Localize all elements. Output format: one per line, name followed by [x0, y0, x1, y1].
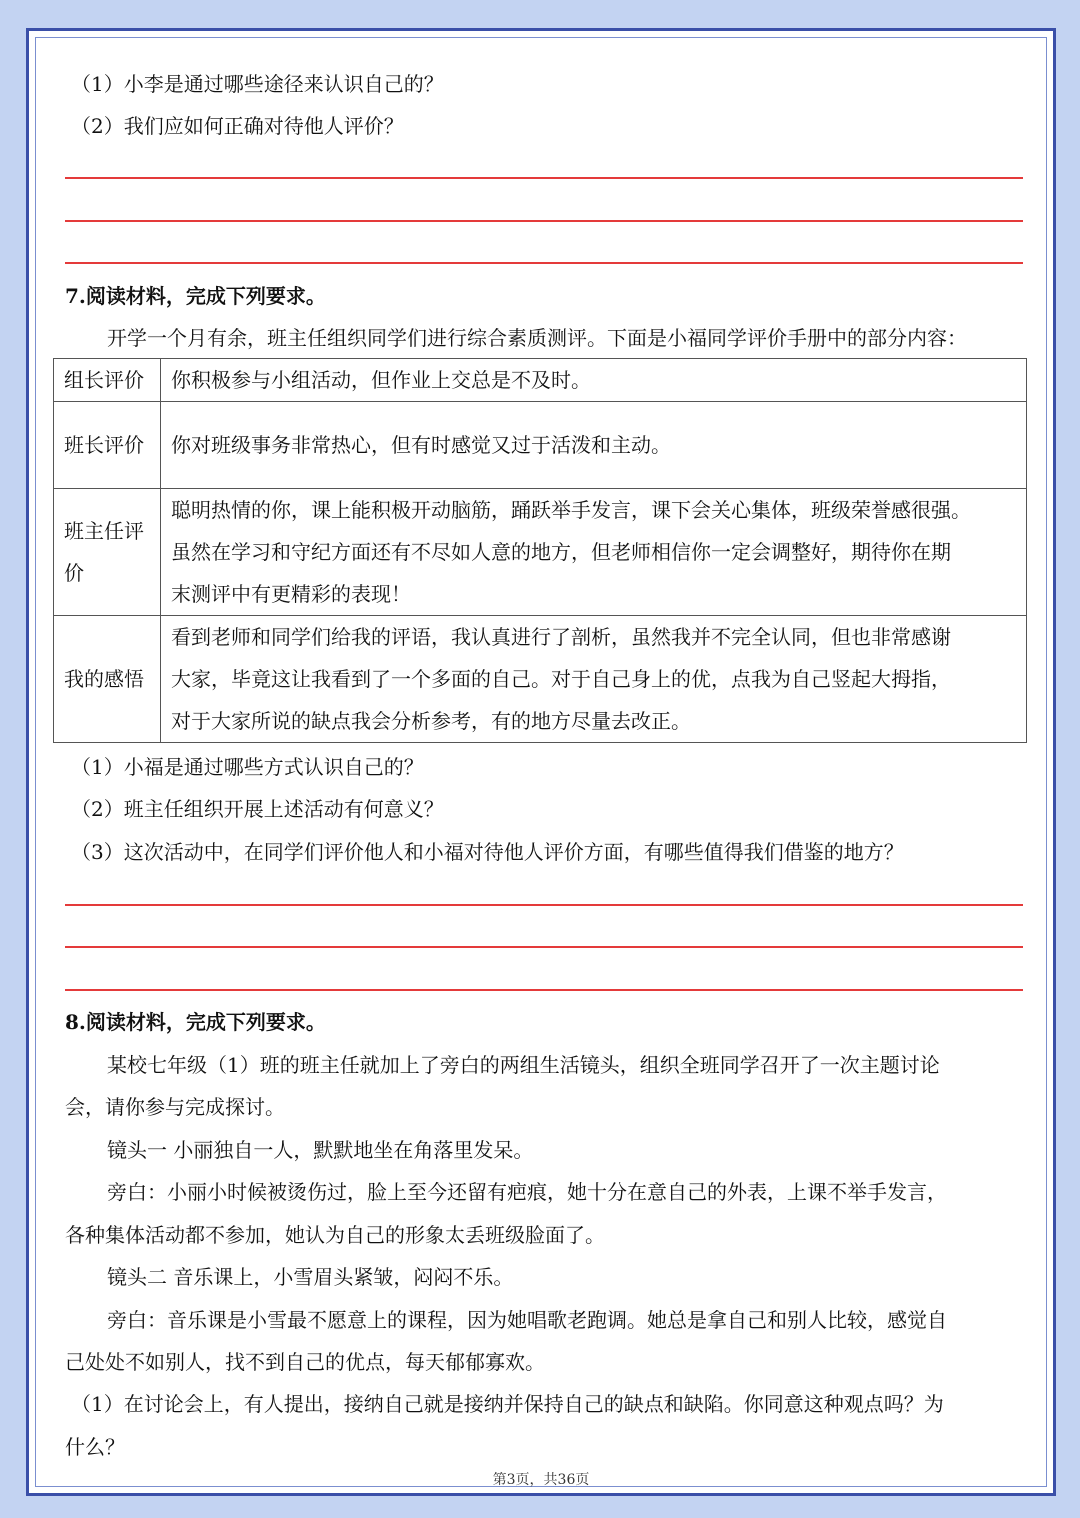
row-content — [161, 616, 1027, 743]
row-label: 班长评价 — [54, 402, 161, 489]
q8-narration-2-line: 己处处不如别人，找不到自己的优点，每天郁郁寡欢。 — [65, 1350, 545, 1374]
row-label: 组长评价 — [54, 359, 161, 402]
q7-subquestion-2: （2）班主任组织开展上述活动有何意义？ — [71, 797, 444, 821]
row-label-text: 班主任评价 — [64, 519, 144, 585]
q7-subquestion-3: （3）这次活动中，在同学们评价他人和小福对待他人评价方面，有哪些值得我们借鉴的地方？ — [71, 840, 904, 864]
content-line: 末测评中有更精彩的表现！ — [171, 582, 411, 606]
q8-subquestion-1: （1）在讨论会上，有人提出，接纳自己就是接纳并保持自己的缺点和缺陷。你同意这种观点吗？为 — [71, 1392, 944, 1416]
content-line: 虽然在学习和守纪方面还有不尽如人意的地方，但老师相信你一定会调整好，期待你在期 — [171, 540, 951, 564]
row-content — [161, 489, 1027, 616]
q8-scene-1: 镜头一 小丽独自一人，默默地坐在角落里发呆。 — [107, 1138, 534, 1162]
content-line: 你积极参与小组活动，但作业上交总是不及时。 — [171, 368, 591, 392]
answer-line — [65, 262, 1023, 264]
row-label — [54, 489, 161, 616]
table-row — [54, 616, 1027, 743]
row-content — [161, 402, 1027, 489]
q7-heading: 7.阅读材料，完成下列要求。 — [65, 284, 326, 308]
content-line: 你对班级事务非常热心，但有时感觉又过于活泼和主动。 — [171, 433, 671, 457]
q6-subquestion-1: （1）小李是通过哪些途径来认识自己的？ — [71, 72, 444, 96]
q7-intro: 开学一个月有余，班主任组织同学们进行综合素质测评。下面是小福同学评价手册中的部分内容： — [107, 326, 967, 350]
table-row — [54, 402, 1027, 489]
content-line: 看到老师和同学们给我的评语，我认真进行了剖析，虽然我并不完全认同，但也非常感谢 — [171, 625, 951, 649]
content-line: 大家，毕竟这让我看到了一个多面的自己。对于自己身上的优，点我为自己竖起大拇指， — [171, 667, 951, 691]
row-content — [161, 359, 1027, 402]
q6-subquestion-2: （2）我们应如何正确对待他人评价？ — [71, 114, 404, 138]
q8-narration-1-line: 各种集体活动都不参加，她认为自己的形象太丢班级脸面了。 — [65, 1223, 605, 1247]
answer-line — [65, 946, 1023, 948]
q7-subquestion-1: （1）小福是通过哪些方式认识自己的？ — [71, 755, 424, 779]
answer-line — [65, 904, 1023, 906]
evaluation-table — [53, 358, 1027, 743]
answer-line — [65, 220, 1023, 222]
content-line: 聪明热情的你，课上能积极开动脑筋，踊跃举手发言，课下会关心集体，班级荣誉感很强。 — [171, 498, 971, 522]
q8-paragraph-line: 会，请你参与完成探讨。 — [65, 1095, 285, 1119]
q8-subquestion-1-cont: 什么？ — [65, 1435, 125, 1459]
table-row — [54, 359, 1027, 402]
q8-heading: 8.阅读材料，完成下列要求。 — [65, 1010, 326, 1034]
page-number: 第3页，共36页 — [492, 1472, 590, 1488]
row-label: 我的感悟 — [54, 616, 161, 743]
content-line: 对于大家所说的缺点我会分析参考，有的地方尽量去改正。 — [171, 709, 691, 733]
q8-narration-2-line: 旁白：音乐课是小雪最不愿意上的课程，因为她唱歌老跑调。她总是拿自己和别人比较，感觉自 — [107, 1308, 947, 1332]
q8-narration-1-line: 旁白：小丽小时候被烫伤过，脸上至今还留有疤痕，她十分在意自己的外表，上课不举手发言， — [107, 1180, 947, 1204]
answer-line — [65, 177, 1023, 179]
document-page — [26, 28, 1056, 1496]
answer-line — [65, 989, 1023, 991]
table-row — [54, 489, 1027, 616]
q8-scene-2: 镜头二 音乐课上，小雪眉头紧皱，闷闷不乐。 — [107, 1265, 514, 1289]
q8-paragraph-line: 某校七年级（1）班的班主任就加上了旁白的两组生活镜头，组织全班同学召开了一次主题讨论 — [107, 1053, 940, 1077]
